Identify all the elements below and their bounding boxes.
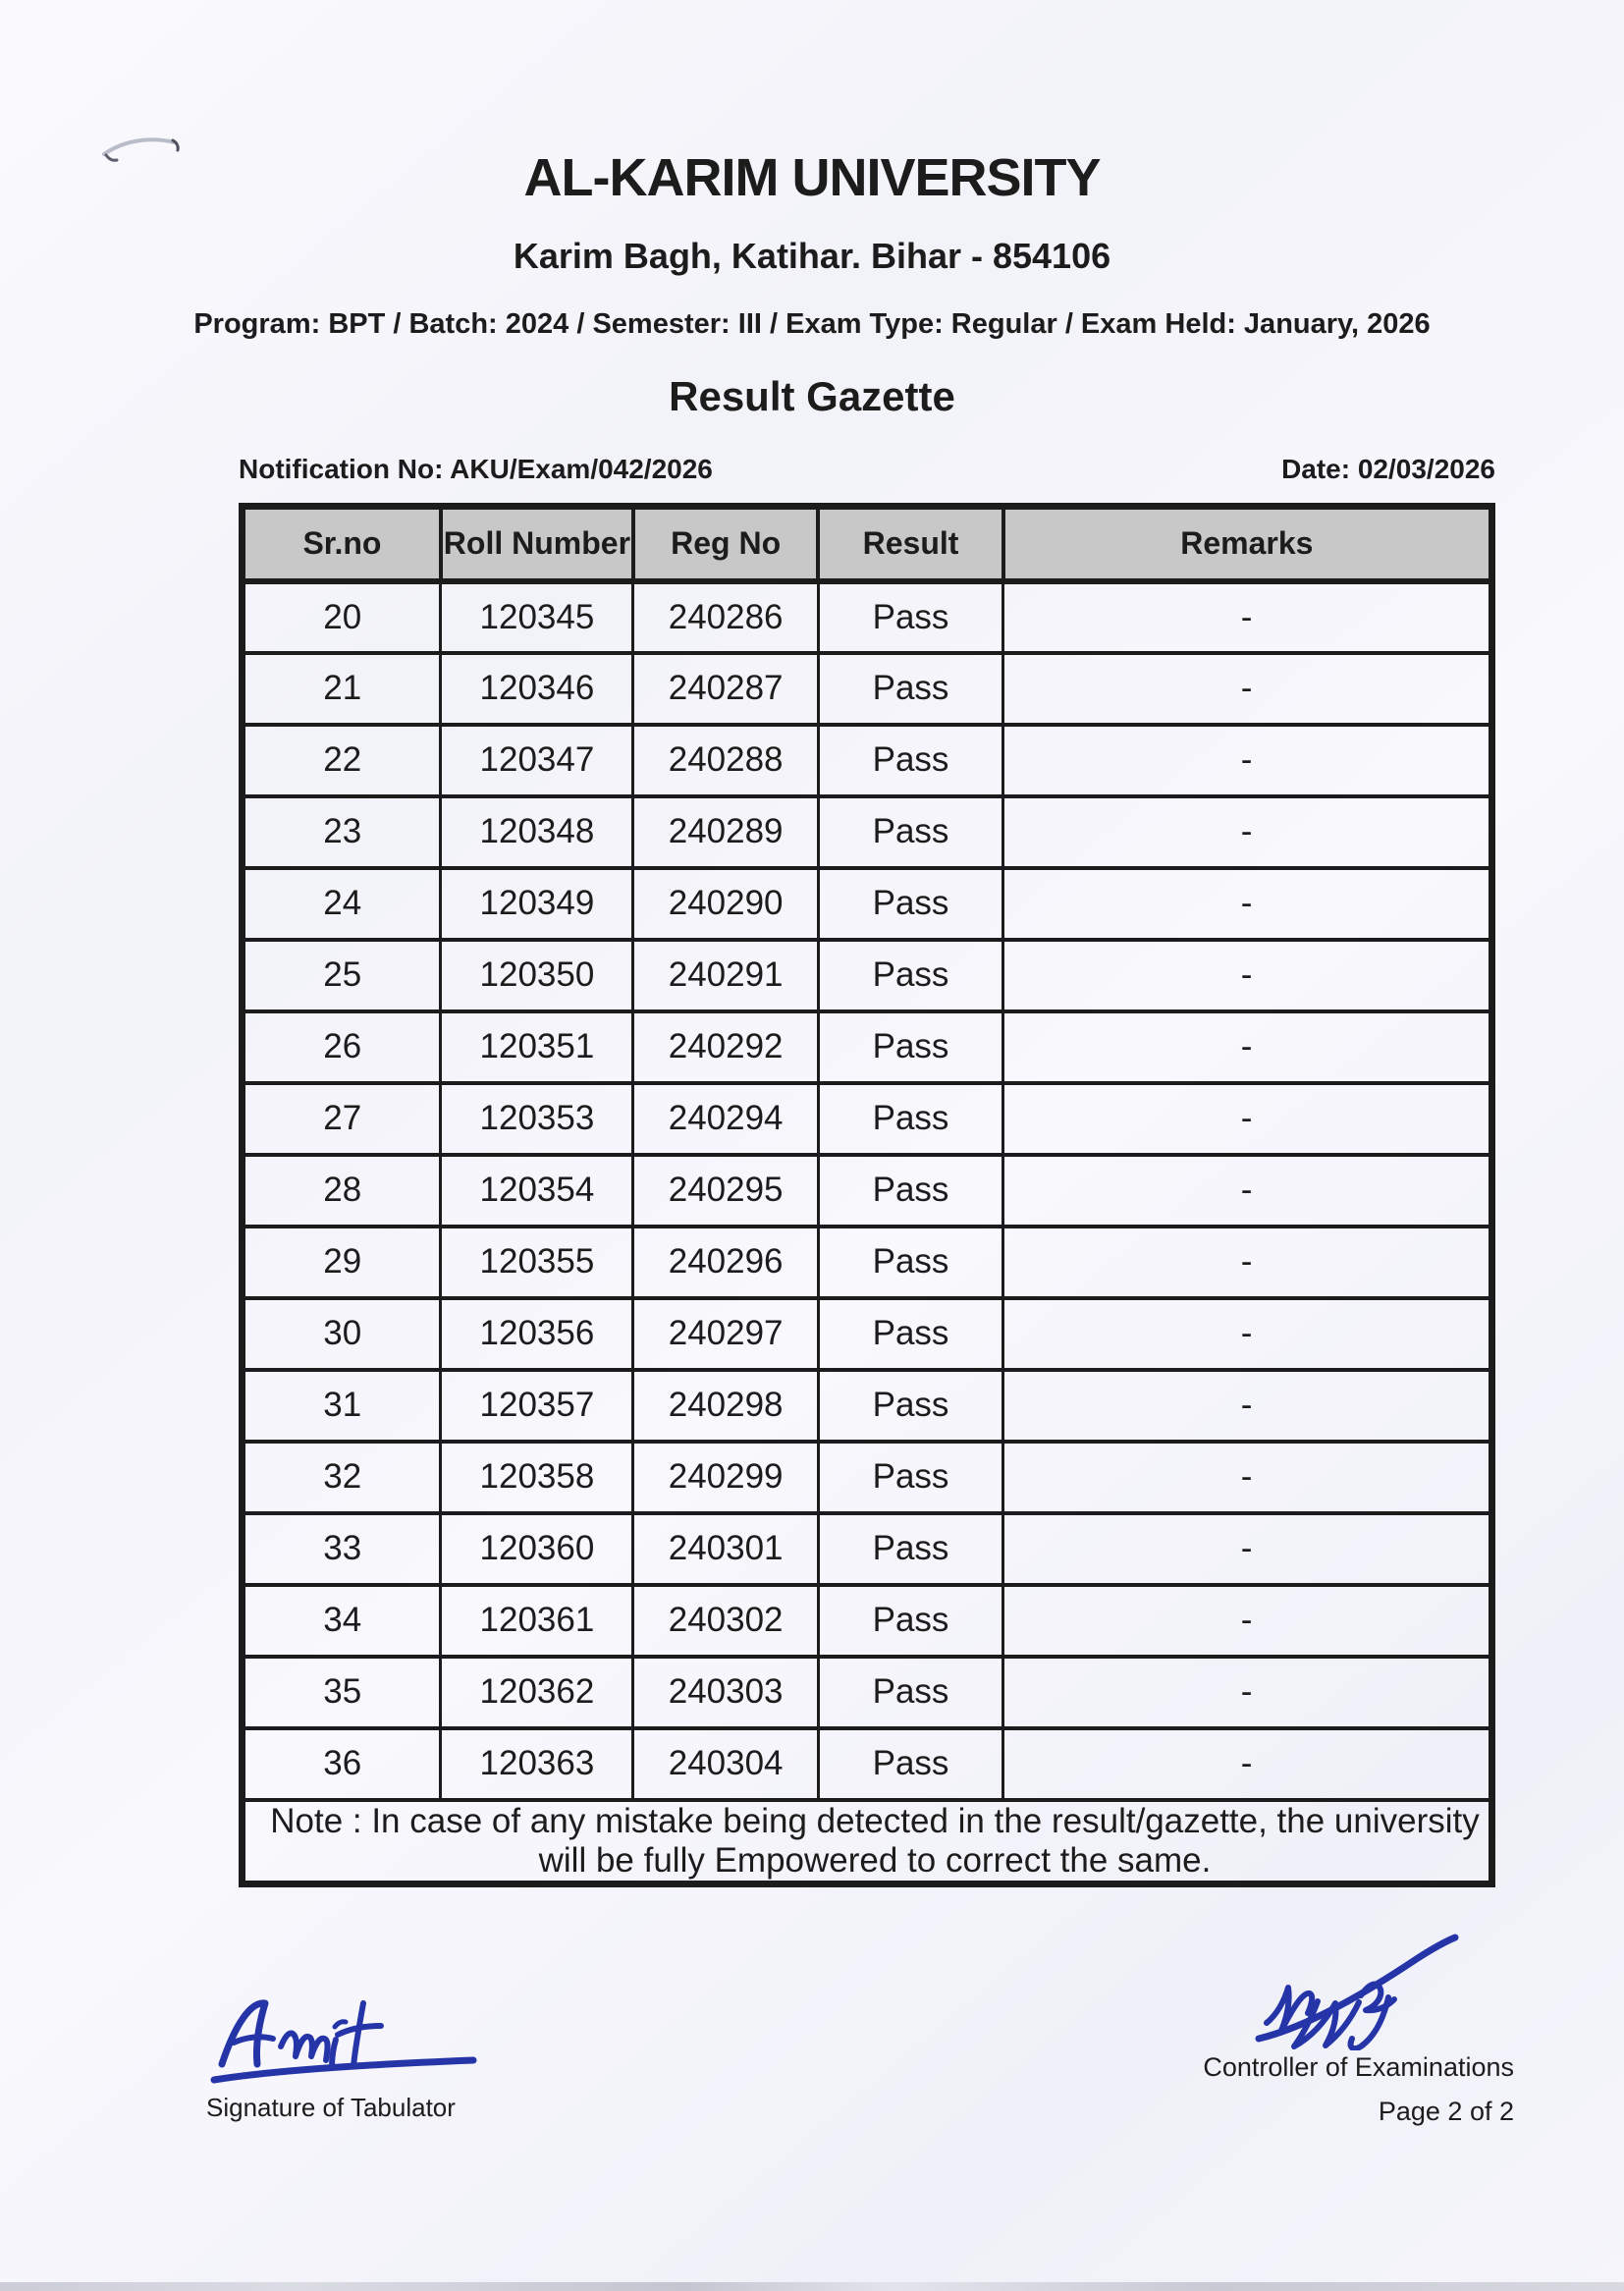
cell-sr-no: 32: [243, 1442, 441, 1513]
page-number: Page 2 of 2: [1378, 2097, 1514, 2126]
cell-result: Pass: [818, 1083, 1002, 1155]
result-table-body: [243, 581, 1492, 1800]
cell-result: Pass: [818, 1442, 1002, 1513]
cell-reg-no: 240292: [633, 1011, 818, 1083]
cell-roll-number: 120362: [441, 1657, 633, 1728]
cell-remarks: -: [1003, 1083, 1492, 1155]
cell-remarks: -: [1003, 725, 1492, 796]
cell-result: Pass: [818, 653, 1002, 725]
cell-remarks: -: [1003, 1728, 1492, 1800]
cell-roll-number: 120355: [441, 1227, 633, 1298]
tabulator-handwritten-signature-icon: [206, 1986, 481, 2089]
table-row: [243, 1298, 1492, 1370]
cell-roll-number: 120349: [441, 868, 633, 940]
cell-roll-number: 120357: [441, 1370, 633, 1442]
cell-reg-no: 240303: [633, 1657, 818, 1728]
header-roll-number: Roll Number: [441, 507, 633, 581]
cell-sr-no: 28: [243, 1155, 441, 1227]
cell-result: Pass: [818, 868, 1002, 940]
cell-roll-number: 120347: [441, 725, 633, 796]
cell-sr-no: 33: [243, 1513, 441, 1585]
correction-note: Note : In case of any mistake being detected in the result/gazette, the university will be fully Empowered to correct the same.: [243, 1800, 1492, 1884]
cell-result: Pass: [818, 581, 1002, 653]
table-row: [243, 725, 1492, 796]
cell-sr-no: 36: [243, 1728, 441, 1800]
cell-sr-no: 35: [243, 1657, 441, 1728]
table-row: [243, 653, 1492, 725]
cell-remarks: -: [1003, 1227, 1492, 1298]
notification-number: Notification No: AKU/Exam/042/2026: [239, 454, 713, 484]
document-title: Result Gazette: [669, 373, 955, 419]
scan-bottom-edge: [0, 2282, 1624, 2291]
cell-reg-no: 240295: [633, 1155, 818, 1227]
table-row: [243, 796, 1492, 868]
table-row: [243, 1011, 1492, 1083]
table-row: [243, 1585, 1492, 1657]
cell-result: Pass: [818, 1370, 1002, 1442]
header-sr-no: Sr.no: [243, 507, 441, 581]
controller-signature-block: [1203, 1933, 1514, 2127]
cell-reg-no: 240299: [633, 1442, 818, 1513]
cell-sr-no: 25: [243, 940, 441, 1011]
table-row: [243, 940, 1492, 1011]
table-row: [243, 1227, 1492, 1298]
university-name: AL-KARIM UNIVERSITY: [523, 148, 1101, 207]
cell-remarks: -: [1003, 1011, 1492, 1083]
header-remarks: Remarks: [1003, 507, 1492, 581]
cell-sr-no: 34: [243, 1585, 441, 1657]
cell-sr-no: 24: [243, 868, 441, 940]
cell-reg-no: 240296: [633, 1227, 818, 1298]
cell-sr-no: 23: [243, 796, 441, 868]
cell-roll-number: 120363: [441, 1728, 633, 1800]
cell-result: Pass: [818, 1513, 1002, 1585]
tabulator-label: Signature of Tabulator: [206, 2093, 456, 2122]
cell-roll-number: 120361: [441, 1585, 633, 1657]
cell-sr-no: 31: [243, 1370, 441, 1442]
result-table: [239, 503, 1495, 1887]
cell-reg-no: 240297: [633, 1298, 818, 1370]
table-row: [243, 1442, 1492, 1513]
cell-roll-number: 120348: [441, 796, 633, 868]
cell-remarks: -: [1003, 868, 1492, 940]
cell-sr-no: 30: [243, 1298, 441, 1370]
cell-remarks: -: [1003, 796, 1492, 868]
notification-meta-row: [239, 454, 1495, 485]
cell-remarks: -: [1003, 1585, 1492, 1657]
cell-result: Pass: [818, 1155, 1002, 1227]
university-address: Karim Bagh, Katihar. Bihar - 854106: [513, 236, 1111, 276]
cell-result: Pass: [818, 1227, 1002, 1298]
table-header-row: [243, 507, 1492, 581]
cell-remarks: -: [1003, 1513, 1492, 1585]
cell-roll-number: 120358: [441, 1442, 633, 1513]
cell-sr-no: 27: [243, 1083, 441, 1155]
tabulator-signature-block: [206, 1986, 501, 2123]
cell-result: Pass: [818, 1657, 1002, 1728]
cell-reg-no: 240302: [633, 1585, 818, 1657]
header-reg-no: Reg No: [633, 507, 818, 581]
cell-roll-number: 120354: [441, 1155, 633, 1227]
cell-sr-no: 21: [243, 653, 441, 725]
table-row: [243, 1083, 1492, 1155]
cell-roll-number: 120346: [441, 653, 633, 725]
table-row: [243, 1728, 1492, 1800]
cell-roll-number: 120350: [441, 940, 633, 1011]
cell-roll-number: 120360: [441, 1513, 633, 1585]
cell-roll-number: 120356: [441, 1298, 633, 1370]
cell-remarks: -: [1003, 1657, 1492, 1728]
cell-result: Pass: [818, 1728, 1002, 1800]
cell-reg-no: 240290: [633, 868, 818, 940]
cell-roll-number: 120351: [441, 1011, 633, 1083]
cell-result: Pass: [818, 940, 1002, 1011]
cell-reg-no: 240288: [633, 725, 818, 796]
controller-handwritten-signature-icon: [1245, 1933, 1490, 2050]
table-row: [243, 1513, 1492, 1585]
cell-remarks: -: [1003, 581, 1492, 653]
cell-remarks: -: [1003, 1442, 1492, 1513]
cell-sr-no: 26: [243, 1011, 441, 1083]
table-row: [243, 1155, 1492, 1227]
header-result: Result: [818, 507, 1002, 581]
cell-result: Pass: [818, 1011, 1002, 1083]
cell-reg-no: 240287: [633, 653, 818, 725]
cell-result: Pass: [818, 1298, 1002, 1370]
cell-sr-no: 29: [243, 1227, 441, 1298]
cell-result: Pass: [818, 725, 1002, 796]
controller-label: Controller of Examinations: [1203, 2052, 1514, 2082]
cell-result: Pass: [818, 796, 1002, 868]
cell-reg-no: 240304: [633, 1728, 818, 1800]
cell-reg-no: 240291: [633, 940, 818, 1011]
table-row: [243, 581, 1492, 653]
program-info-line: Program: BPT / Batch: 2024 / Semester: III / Exam Type: Regular / Exam Held: January, 2026: [193, 308, 1431, 340]
cell-remarks: -: [1003, 1298, 1492, 1370]
cell-remarks: -: [1003, 1155, 1492, 1227]
cell-remarks: -: [1003, 653, 1492, 725]
table-row: [243, 868, 1492, 940]
cell-roll-number: 120345: [441, 581, 633, 653]
cell-reg-no: 240298: [633, 1370, 818, 1442]
cell-remarks: -: [1003, 1370, 1492, 1442]
table-row: [243, 1370, 1492, 1442]
cell-reg-no: 240286: [633, 581, 818, 653]
table-row: [243, 1657, 1492, 1728]
cell-reg-no: 240289: [633, 796, 818, 868]
cell-sr-no: 20: [243, 581, 441, 653]
result-date: Date: 02/03/2026: [1281, 454, 1495, 484]
cell-result: Pass: [818, 1585, 1002, 1657]
cell-reg-no: 240294: [633, 1083, 818, 1155]
cell-sr-no: 22: [243, 725, 441, 796]
table-note-row: [243, 1800, 1492, 1884]
result-table-container: [239, 503, 1495, 1887]
cell-remarks: -: [1003, 940, 1492, 1011]
cell-reg-no: 240301: [633, 1513, 818, 1585]
cell-roll-number: 120353: [441, 1083, 633, 1155]
